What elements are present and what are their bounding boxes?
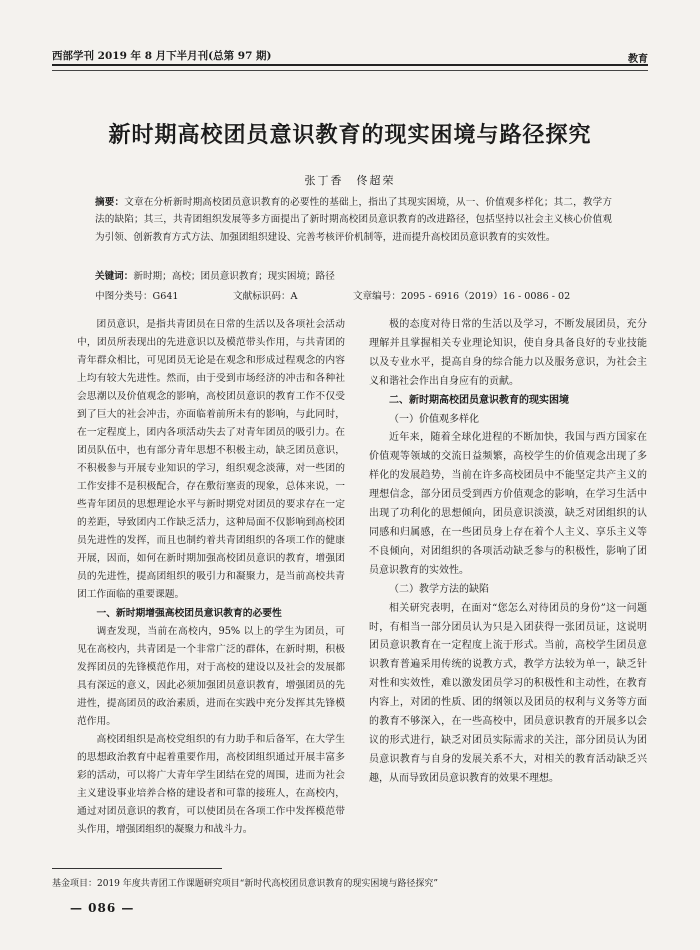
keywords-label: 关键词： [95,271,134,282]
clc-number: 中图分类号：G641 [95,291,179,302]
paragraph: 近年来，随着全球化进程的不断加快，我国与西方国家在价值观等领域的交流日益频繁，高校学生的价值观念出现了多样化的发展趋势，当前在许多高校团员中不能坚定共产主义的理想信念，部分团员受到西方价值观念的影响，在学习生活中出现了功利化的思想倾向，团员意识淡漠，缺乏对团组织的认同感和归属感，在一些团员身上存在着个人主义、享乐主义等不良倾向，对团组织的各项活动缺乏参与的积极性，影响了团员意识教育的实效性。 [369,432,647,576]
abstract-text: 文章在分析新时期高校团员意识教育的必要性的基础上，指出了其现实困境，从一、价值观多样化；其二，教学方法的缺陷；其三，共青团组织发展等多方面提出了新时期高校团员意识教育的改进路径，包括坚持以社会主义核心价值观为引领、创新教育方式方法、加强团组织建设、完善考核评价机制等，进而提升高校团员意识教育的实效性。 [95,197,613,243]
classification-row [95,288,612,302]
section-heading: （一）价值观多样化 [389,413,479,425]
paragraph: 极的态度对待日常的生活以及学习，不断发展团员，充分理解并且掌握相关专业理论知识，使自身具备良好的专业技能以及专业水平，提高自身的综合能力以及服务意识，为社会主义和谐社会作出自身应有的贡献。 [369,319,647,387]
paragraph: 相关研究表明，在面对“您怎么对待团员的身份”这一问题时，有相当一部分团员认为只是入团获得一张团员证，这说明团员意识教育在一定程度上流于形式。当前，高校学生团员意识教育普遍采用传统的说教方式，教学方法较为单一，缺乏针对性和实效性，难以激发团员学习的积极性和主动性，在教育内容上，对团的性质、团的纲领以及团员的权利与义务等方面的教育不够深入，在一些高校中，团员意识教育的开展多以会议的形式进行，缺乏对团员实际需求的关注，部分团员认为团员意识教育与自身的发展关系不大，对相关的教育活动缺乏兴趣，从而导致团员意识教育的效果不理想。 [369,602,647,784]
keywords [95,268,612,282]
body-column-left [77,316,345,839]
article-authors: 张丁香 佟超荣 [304,174,396,187]
page-number: — 086 — [70,901,135,915]
article-title: 新时期高校团员意识教育的现实困境与路径探究 [108,122,592,148]
header-divider [52,70,648,71]
paragraph: 团员意识，是指共青团员在日常的生活以及各项社会活动中，团员所表现出的先进意识以及模范带头作用，与共青团的青年群众相比，可见团员无论是在观念和形成过程观念的内容上均有较大先进性。然而，由于受到市场经济的冲击和各种社会思潮以及价值观念的影响，高校团员意识的教育工作不仅受到了巨大的社会冲击，亦面临着前所未有的影响，与此同时，在一定程度上，团内各项活动失去了对青年团员的吸引力。在团员队伍中，也有部分青年思想不积极主动，缺乏团员意识，不积极参与开展专业知识的学习，组织观念淡薄，对一些团的工作安排不是积极配合，存在敷衍塞责的现象，总体来说，一些青年团员的思想理论水平与新时期党对团员的要求存在一定的差距，导致团内工作缺乏活力，这种局面不仅影响到高校团员先进性的发挥，而且也制约着共青团组织的各项工作的健康开展，因而，如何在新时期加强高校团员意识的教育，增强团员的先进性，提高团组织的吸引力和凝聚力，是当前高校共青团工作面临的重要课题。 [77,319,345,601]
journal-info: 西部学刊 2019 年 8 月下半月刊(总第 97 期) [52,50,272,62]
paragraph: 高校团组织是高校党组织的有力助手和后备军，在大学生的思想政治教育中起着重要作用，高校团组织通过开展丰富多彩的活动，可以将广大青年学生团结在党的周围，进而为社会主义建设事业培养合格的建设者和可靠的接班人，在高校内，通过对团员意识的教育，可以使团员在各项工作中发挥模范带头作用，增强团组织的凝聚力和战斗力。 [77,733,345,835]
running-header [52,36,648,66]
section-heading: 二、新时期高校团员意识教育的现实困境 [389,394,569,406]
abstract [95,194,612,246]
paragraph: 调查发现，当前在高校内，95% 以上的学生为团员，可见在高校内，共青团是一个非常广泛的群体，在新时期，积极发挥团员的先锋模范作用，对于高校的建设以及社会的发展都具有深远的意义，因此必须加强团员意识教育，增强团员的先进性，提高团员的政治素质，进而在实践中充分发挥其先锋模范作用。 [77,625,345,727]
keywords-text: 新时期；高校；团员意识教育；现实困境；路径 [133,271,335,282]
body-column-right [369,316,647,789]
abstract-label: 摘要： [95,197,125,208]
section-label: 教育 [628,54,648,65]
section-heading: （二）教学方法的缺陷 [389,583,489,595]
document-code: 文献标识码：A [233,291,298,302]
footnote-rule [52,868,222,869]
section-heading: 一、新时期增强高校团员意识教育的必要性 [96,607,282,619]
footnote: 基金项目：2019 年度共青团工作课题研究项目“新时代高校团员意识教育的现实困境与路径探究” [52,879,438,889]
article-number: 文章编号：2095 - 6916（2019）16 - 0086 - 02 [353,291,571,302]
